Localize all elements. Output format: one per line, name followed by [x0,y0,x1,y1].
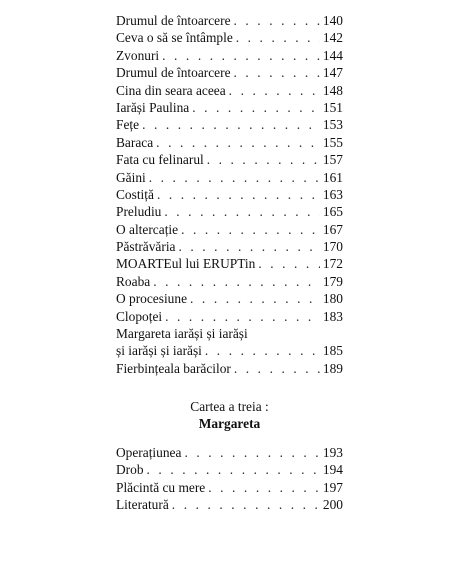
toc-entry [116,238,343,255]
toc-entry [116,255,343,272]
toc-dot-leader [234,360,320,377]
toc-entry [116,308,343,325]
toc-dot-leader [149,169,320,186]
toc-dot-leader [205,342,320,359]
toc-entry-title: Baraca [116,134,154,150]
toc-entry-page: 161 [322,169,343,185]
toc-entry-title: Costiță [116,186,154,202]
toc-entry-page: 165 [322,204,343,220]
toc-entry [116,221,343,238]
toc-entry-page: 172 [322,256,343,272]
toc-entry [116,342,343,359]
toc-entry [116,47,343,64]
toc-entry [116,169,343,186]
toc-entry-title: Păstrăvăria [116,239,176,255]
toc-entry-title-first-line: Margareta iarăși și iarăși [116,326,248,342]
toc-entry-title: Drob [116,462,144,478]
toc-entry [116,134,343,151]
toc-entry-page: 179 [322,273,343,289]
toc-dot-leader [153,273,320,290]
toc-entry [116,461,343,478]
toc-entry-title: Preludiu [116,204,162,220]
toc-entry-title: Zvonuri [116,47,160,63]
toc-entry-page: 163 [322,186,343,202]
toc-dot-leader [157,186,320,203]
toc-dot-leader [207,151,320,168]
toc-entry-title: Cina din seara aceea [116,82,226,98]
toc-entry-page: 155 [322,134,343,150]
toc-dot-leader [190,290,320,307]
toc-entry-title: și iarăși și iarăși [116,343,202,359]
toc-entry [116,444,343,461]
toc-entry-title: Drumul de întoarcere [116,13,231,28]
toc-entry-title: Fata cu felinarul [116,152,204,168]
toc-entry-page: 194 [322,462,343,478]
toc-entry [116,479,343,496]
toc-entry-page: 189 [322,360,343,376]
toc-entry-title: Ceva o să se întâmple [116,30,233,46]
toc-entry [116,360,343,377]
toc-entry-page: 185 [322,343,343,359]
toc-entry-page: 147 [322,65,343,81]
toc-entry-title: Găini [116,169,146,185]
toc-dot-leader [192,99,320,116]
toc-dot-leader [236,29,320,46]
toc-dot-leader [156,134,320,151]
toc-entry-page: 157 [322,152,343,168]
toc-entry-title: Iarăși Paulina [116,99,190,115]
toc-entry [116,99,343,116]
toc-entry-title: Operațiunea [116,445,182,460]
toc-entry [116,29,343,46]
toc-entry-title: Fețe [116,117,140,133]
table-of-contents-part-two [116,12,343,377]
toc-entry [116,151,343,168]
toc-entry-page: 197 [322,479,343,495]
toc-dot-leader [147,461,320,478]
toc-entry-page: 183 [322,308,343,324]
part-three-heading [116,398,343,432]
toc-entry-title: Fierbințeala barăcilor [116,360,231,376]
toc-entry-page: 140 [322,13,343,28]
toc-entry-page: 153 [322,117,343,133]
toc-entry [116,273,343,290]
toc-entry [116,64,343,81]
toc-entry [116,496,343,513]
toc-dot-leader [234,12,320,29]
toc-entry-page: 167 [322,221,343,237]
toc-entry [116,116,343,133]
toc-dot-leader [162,47,320,64]
toc-entry-page: 200 [322,497,343,513]
section-subheading-text: Margareta [198,416,261,431]
toc-entry [116,82,343,99]
toc-entry-title: Drumul de întoarcere [116,65,231,81]
section-heading-text: Cartea a treia : [190,399,269,414]
toc-entry-title: O procesiune [116,291,188,307]
toc-dot-leader [142,116,320,133]
toc-entry-title: Roaba [116,273,151,289]
toc-entry [116,186,343,203]
toc-dot-leader [179,238,320,255]
toc-entry [116,290,343,307]
toc-entry-page: 144 [322,47,343,63]
toc-entry-title: Clopoței [116,308,163,324]
toc-entry-page: 142 [322,30,343,46]
toc-dot-leader [258,255,320,272]
toc-dot-leader [208,479,320,496]
toc-dot-leader [181,221,320,238]
toc-entry-title: Literatură [116,497,169,513]
toc-entry [116,203,343,220]
toc-entry-title: O altercație [116,221,179,237]
toc-entry-page: 148 [322,82,343,98]
toc-dot-leader [165,308,320,325]
toc-entry-page: 170 [322,239,343,255]
toc-entry [116,12,343,29]
toc-dot-leader [229,82,320,99]
toc-entry-title: MOARTEul lui ERUPTin [116,256,256,272]
toc-entry-page: 193 [322,445,343,460]
toc-dot-leader [234,64,320,81]
table-of-contents-part-three [116,444,343,514]
toc-dot-leader [164,203,320,220]
toc-entry-title: Plăcintă cu mere [116,479,206,495]
toc-entry-page: 151 [322,99,343,115]
toc-dot-leader [172,496,320,513]
toc-entry-page: 180 [322,291,343,307]
toc-dot-leader [184,444,319,461]
